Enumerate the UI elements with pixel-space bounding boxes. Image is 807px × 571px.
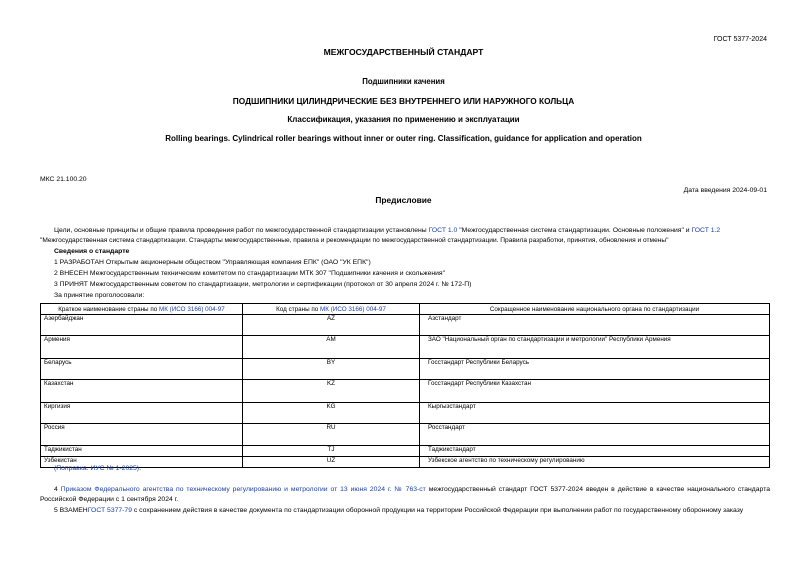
english-title: Rolling bearings. Cylindrical roller bearings without inner or outer ring. Classification, guidance for application and operation (165, 134, 642, 143)
document-title: ПОДШИПНИКИ ЦИЛИНДРИЧЕСКИЕ БЕЗ ВНУТРЕННЕГО ИЛИ НАРУЖНОГО КОЛЬЦА (232, 96, 575, 106)
table-row (41, 359, 770, 380)
table-row (41, 446, 770, 457)
cell-country: Таджикистан (41, 446, 243, 457)
cell-body: Таджикстандарт (420, 446, 770, 457)
cell-country: Узбекистан (41, 457, 243, 468)
item-4: 4 Приказом Федерального агентства по техническому регулированию и метрологии от 13 июня 2024 г. № 763-ст межгосударственный стандарт ГОСТ 5377-2024 введен в действие в качестве национального стандарта Российской Федерации с 1 сентября 2024 г. (40, 486, 771, 503)
cell-body: Госстандарт Республики Казахстан (420, 380, 770, 403)
cell-country: Армения (41, 336, 243, 359)
gost-1-2-link[interactable]: ГОСТ 1.2 (691, 227, 721, 234)
item-2: 2 ВНЕСЕН Межгосударственным техническим комитетом по стандартизации МТК 307 "Подшипники качения и скольжения" (54, 270, 446, 277)
header-country: Краткое наименование страны по МК (ИСО 3166) 004-97 (41, 304, 243, 315)
cell-body: Госстандарт Республики Беларусь (420, 359, 770, 380)
item-3: 3 ПРИНЯТ Межгосударственным советом по стандартизации, метрологии и сертификации (протокол от 30 апреля 2024 г. № 172-П) (54, 281, 472, 288)
document-number: ГОСТ 5377-2024 (713, 36, 767, 43)
item-5: 5 ВЗАМЕНГОСТ 5377-79 с сохранением действия в качестве документа по стандартизации оборонной продукции на территории Российской Федерации при выполнении работ по государственному оборонному заказу (54, 507, 744, 514)
category: Подшипники качения (362, 77, 445, 86)
header-code: Код страны по МК (ИСО 3166) 004-97 (243, 304, 420, 315)
table-header-row (41, 304, 770, 315)
table-row (41, 403, 770, 424)
cell-body: Росстандарт (420, 424, 770, 446)
document-subtitle: Классификация, указания по применению и эксплуатации (287, 115, 520, 124)
table-row (41, 336, 770, 359)
foreword-heading: Предисловие (375, 195, 432, 205)
cell-country: Россия (41, 424, 243, 446)
order-link[interactable]: Приказом Федерального агентства по техническому регулированию и метрологии от 13 июня 2024 г. № 763-ст (60, 486, 426, 493)
cell-body: ЗАО "Национальный орган по стандартизации и метрологии" Республики Армения (420, 336, 770, 359)
cell-country: Казахстан (41, 380, 243, 403)
mk-iso-link[interactable]: МК (ИСО 3166) 004-97 (320, 305, 386, 313)
cell-country: Азербайджан (41, 315, 243, 336)
cell-body: Кыргызстандарт (420, 403, 770, 424)
cell-code: BY (243, 359, 420, 380)
foreword-paragraph-1: Цели, основные принципы и общие правила проведения работ по межгосударственной стандартизации установлены ГОСТ 1.0 "Межгосударственная система стандартизации. Основные положения" и ГОСТ 1.2 "Межгосударственная система стандартизации. Стандарты межгосударственные, правила и рекомендации по межгосударственной стандартизации. Правила разработки, принятия, обновления и отмены" (40, 227, 721, 244)
cell-code: TJ (243, 446, 420, 457)
mks-code: МКС 21.100.20 (40, 176, 87, 183)
header-body: Сокращенное наименование национального органа по стандартизации (420, 304, 770, 315)
standard-info-heading: Сведения о стандарте (54, 248, 130, 255)
cell-code: RU (243, 424, 420, 446)
cell-country: Беларусь (41, 359, 243, 380)
gost-5377-79-link[interactable]: ГОСТ 5377-79 (87, 507, 132, 514)
amendment-link[interactable]: (Поправка. ИУС № 1-2025) (54, 465, 140, 472)
intro-date: Дата введения 2024-09-01 (683, 187, 767, 194)
mk-iso-link[interactable]: МК (ИСО 3166) 004-97 (158, 305, 225, 313)
cell-country: Киргизия (41, 403, 243, 424)
table-row (41, 424, 770, 446)
standard-type: МЕЖГОСУДАРСТВЕННЫЙ СТАНДАРТ (323, 47, 484, 57)
cell-code: UZ (243, 457, 420, 468)
voting-table (40, 303, 770, 468)
amendment-note: (Поправка. ИУС № 1-2025). (54, 465, 141, 472)
cell-body: Азстандарт (420, 315, 770, 336)
table-row (41, 380, 770, 403)
gost-1-0-link[interactable]: ГОСТ 1.0 (428, 227, 458, 234)
cell-code: KZ (243, 380, 420, 403)
voted-label: За принятие проголосовали: (54, 292, 145, 299)
cell-code: AZ (243, 315, 420, 336)
cell-code: AM (243, 336, 420, 359)
item-1: 1 РАЗРАБОТАН Открытым акционерным обществом "Управляющая компания ЕПК" (ОАО "УК ЕПК") (54, 259, 371, 266)
table-row (41, 457, 770, 468)
cell-body: Узбекское агентство по техническому регулированию (420, 457, 770, 468)
table-row (41, 315, 770, 336)
cell-code: KG (243, 403, 420, 424)
